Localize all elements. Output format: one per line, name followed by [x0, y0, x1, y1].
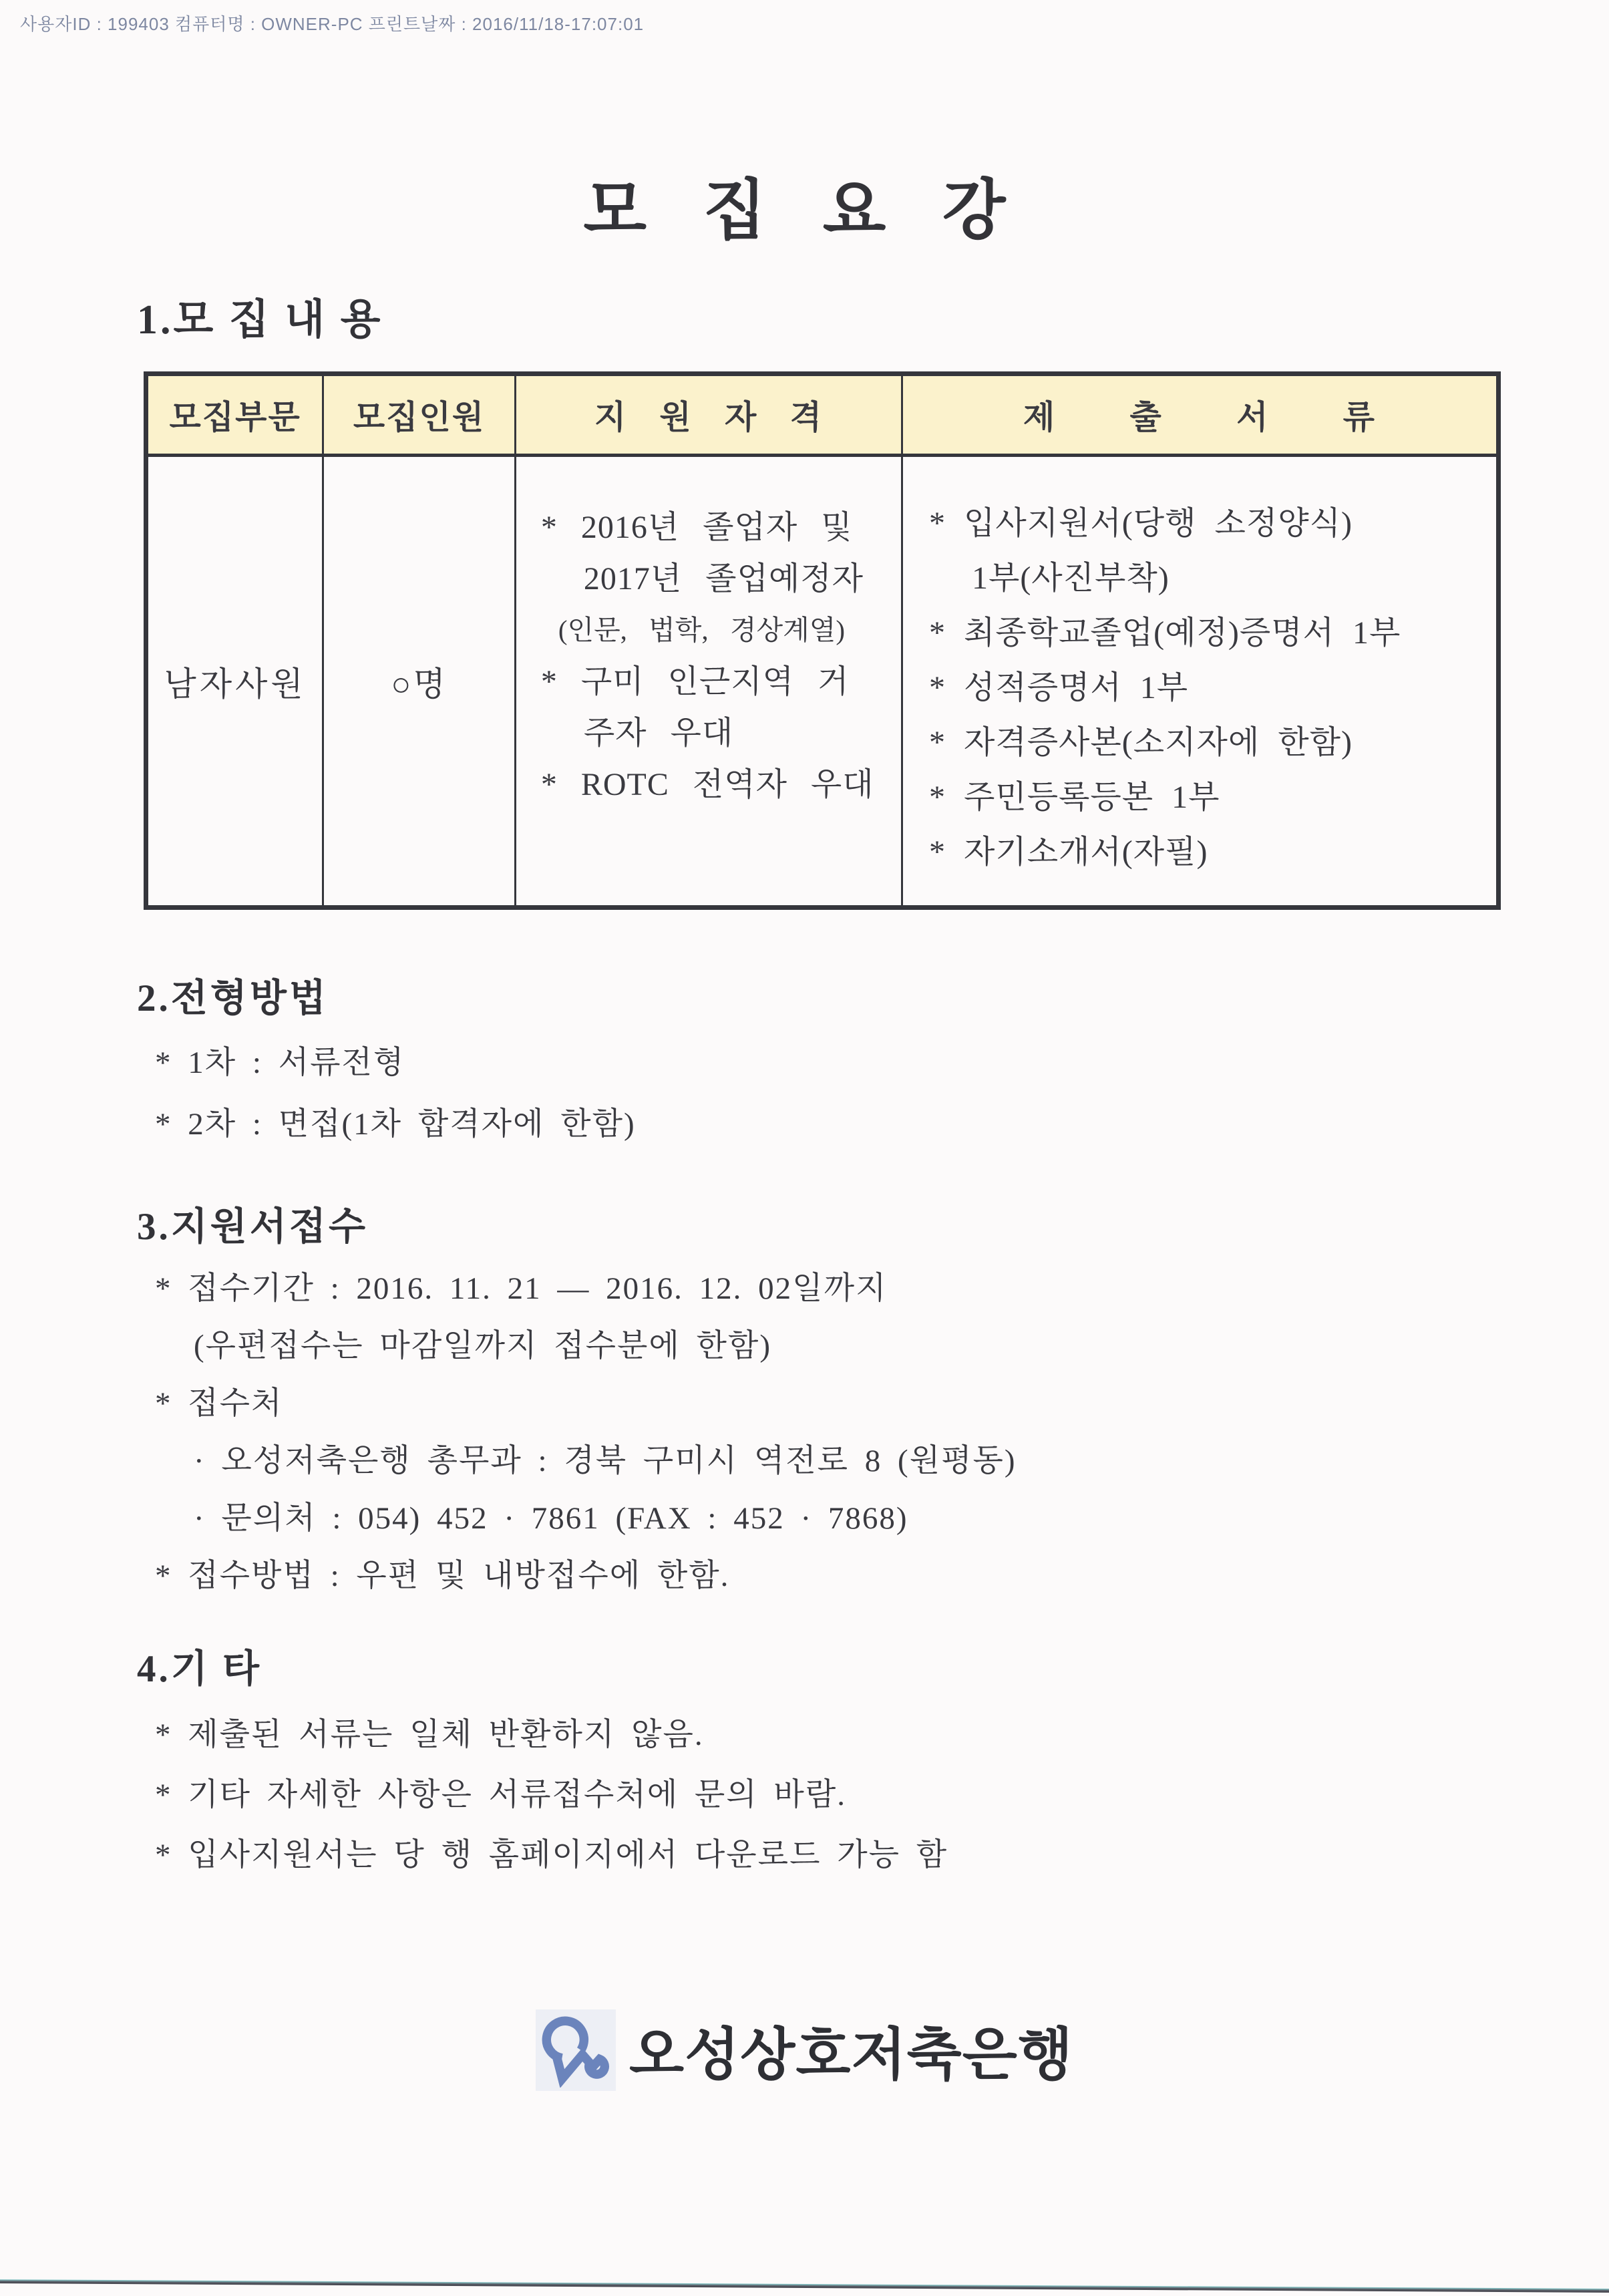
list-item: · 오성저축은행 총무과 : 경북 구미시 역전로 8 (원평동) — [194, 1444, 1017, 1478]
col-header-count: 모집인원 — [323, 374, 516, 456]
section-application-heading: 3.지원서접수 — [137, 1206, 369, 1248]
document-line: * 주민등록등본 1부 — [928, 780, 1220, 815]
list-item: * 기타 자세한 사항은 서류접수처에 문의 바람. — [155, 1778, 846, 1812]
document-line: 1부(사진부착) — [971, 560, 1170, 596]
document-line: * 성적증명서 1부 — [928, 670, 1189, 705]
document-line: * 최종학교졸업(예정)증명서 1부 — [928, 615, 1401, 651]
selection-items — [155, 1032, 636, 1155]
qualification-line: * ROTC 전역자 우대 — [540, 767, 874, 802]
qualification-line: 주자 우대 — [583, 715, 734, 751]
document-line: * 자기소개서(자필) — [928, 834, 1208, 870]
qualifications-list — [517, 458, 900, 810]
table-header-row — [146, 374, 1499, 456]
recruitment-table — [144, 371, 1501, 910]
qualification-line: (인문, 법학, 경상계열) — [558, 615, 845, 645]
list-item: * 접수처 — [155, 1386, 283, 1421]
list-item: * 접수방법 : 우편 및 내방접수에 한함. — [155, 1559, 730, 1593]
col-header-documents: 제 출 서 류 — [902, 374, 1498, 456]
cell-count: ○명 — [323, 456, 516, 908]
document-line: * 자격증사본(소지자에 한함) — [928, 725, 1353, 760]
bank-name: 오성상호저축은행 — [629, 2023, 1073, 2087]
list-item: * 2차 : 면접(1차 합격자에 한함) — [155, 1107, 636, 1142]
cell-documents — [902, 456, 1498, 908]
application-items — [155, 1260, 1017, 1605]
bank-logo — [0, 2009, 1609, 2091]
documents-list — [904, 458, 1495, 880]
list-item: * 접수기간 : 2016. 11. 21 — 2016. 12. 02일까지 — [155, 1271, 888, 1306]
section-recruitment-heading: 1.모 집 내 용 — [137, 297, 383, 343]
cell-qualifications — [515, 456, 902, 908]
paper-scan-edge — [0, 2279, 1609, 2293]
recruitment-table-wrap — [144, 371, 1501, 910]
document-line: * 입사지원서(당행 소정양식) — [928, 506, 1353, 541]
list-item: · 문의처 : 054) 452 · 7861 (FAX : 452 · 7868) — [194, 1501, 908, 1536]
oseong-savings-bank-symbol-icon — [536, 2009, 616, 2091]
list-item: * 1차 : 서류전형 — [155, 1045, 405, 1080]
table-row — [146, 456, 1499, 908]
qualification-line: * 2016년 졸업자 및 — [540, 510, 853, 545]
qualification-line: * 구미 인근지역 거 — [540, 664, 850, 699]
list-item: * 입사지원서는 당 행 홈페이지에서 다운로드 가능 함 — [155, 1838, 948, 1872]
col-header-category: 모집부문 — [146, 374, 323, 456]
list-item: * 제출된 서류는 일체 반환하지 않음. — [155, 1717, 704, 1752]
others-items — [155, 1705, 948, 1885]
print-meta-line: 사용자ID : 199403 컴퓨터명 : OWNER-PC 프린트날짜 : 2016/11/18-17:07:01 — [20, 14, 645, 34]
cell-category: 남자사원 — [146, 456, 323, 908]
bank-symbol-graphic — [538, 2013, 613, 2088]
col-header-qualifications: 지 원 자 격 — [515, 374, 902, 456]
section-others-heading: 4.기 타 — [137, 1648, 262, 1690]
qualification-line: 2017년 졸업예정자 — [583, 561, 864, 597]
document-title: 모 집 요 강 — [583, 175, 1026, 247]
list-item: (우편접수는 마감일까지 접수분에 한함) — [194, 1329, 771, 1363]
section-selection-heading: 2.전형방법 — [137, 977, 329, 1019]
